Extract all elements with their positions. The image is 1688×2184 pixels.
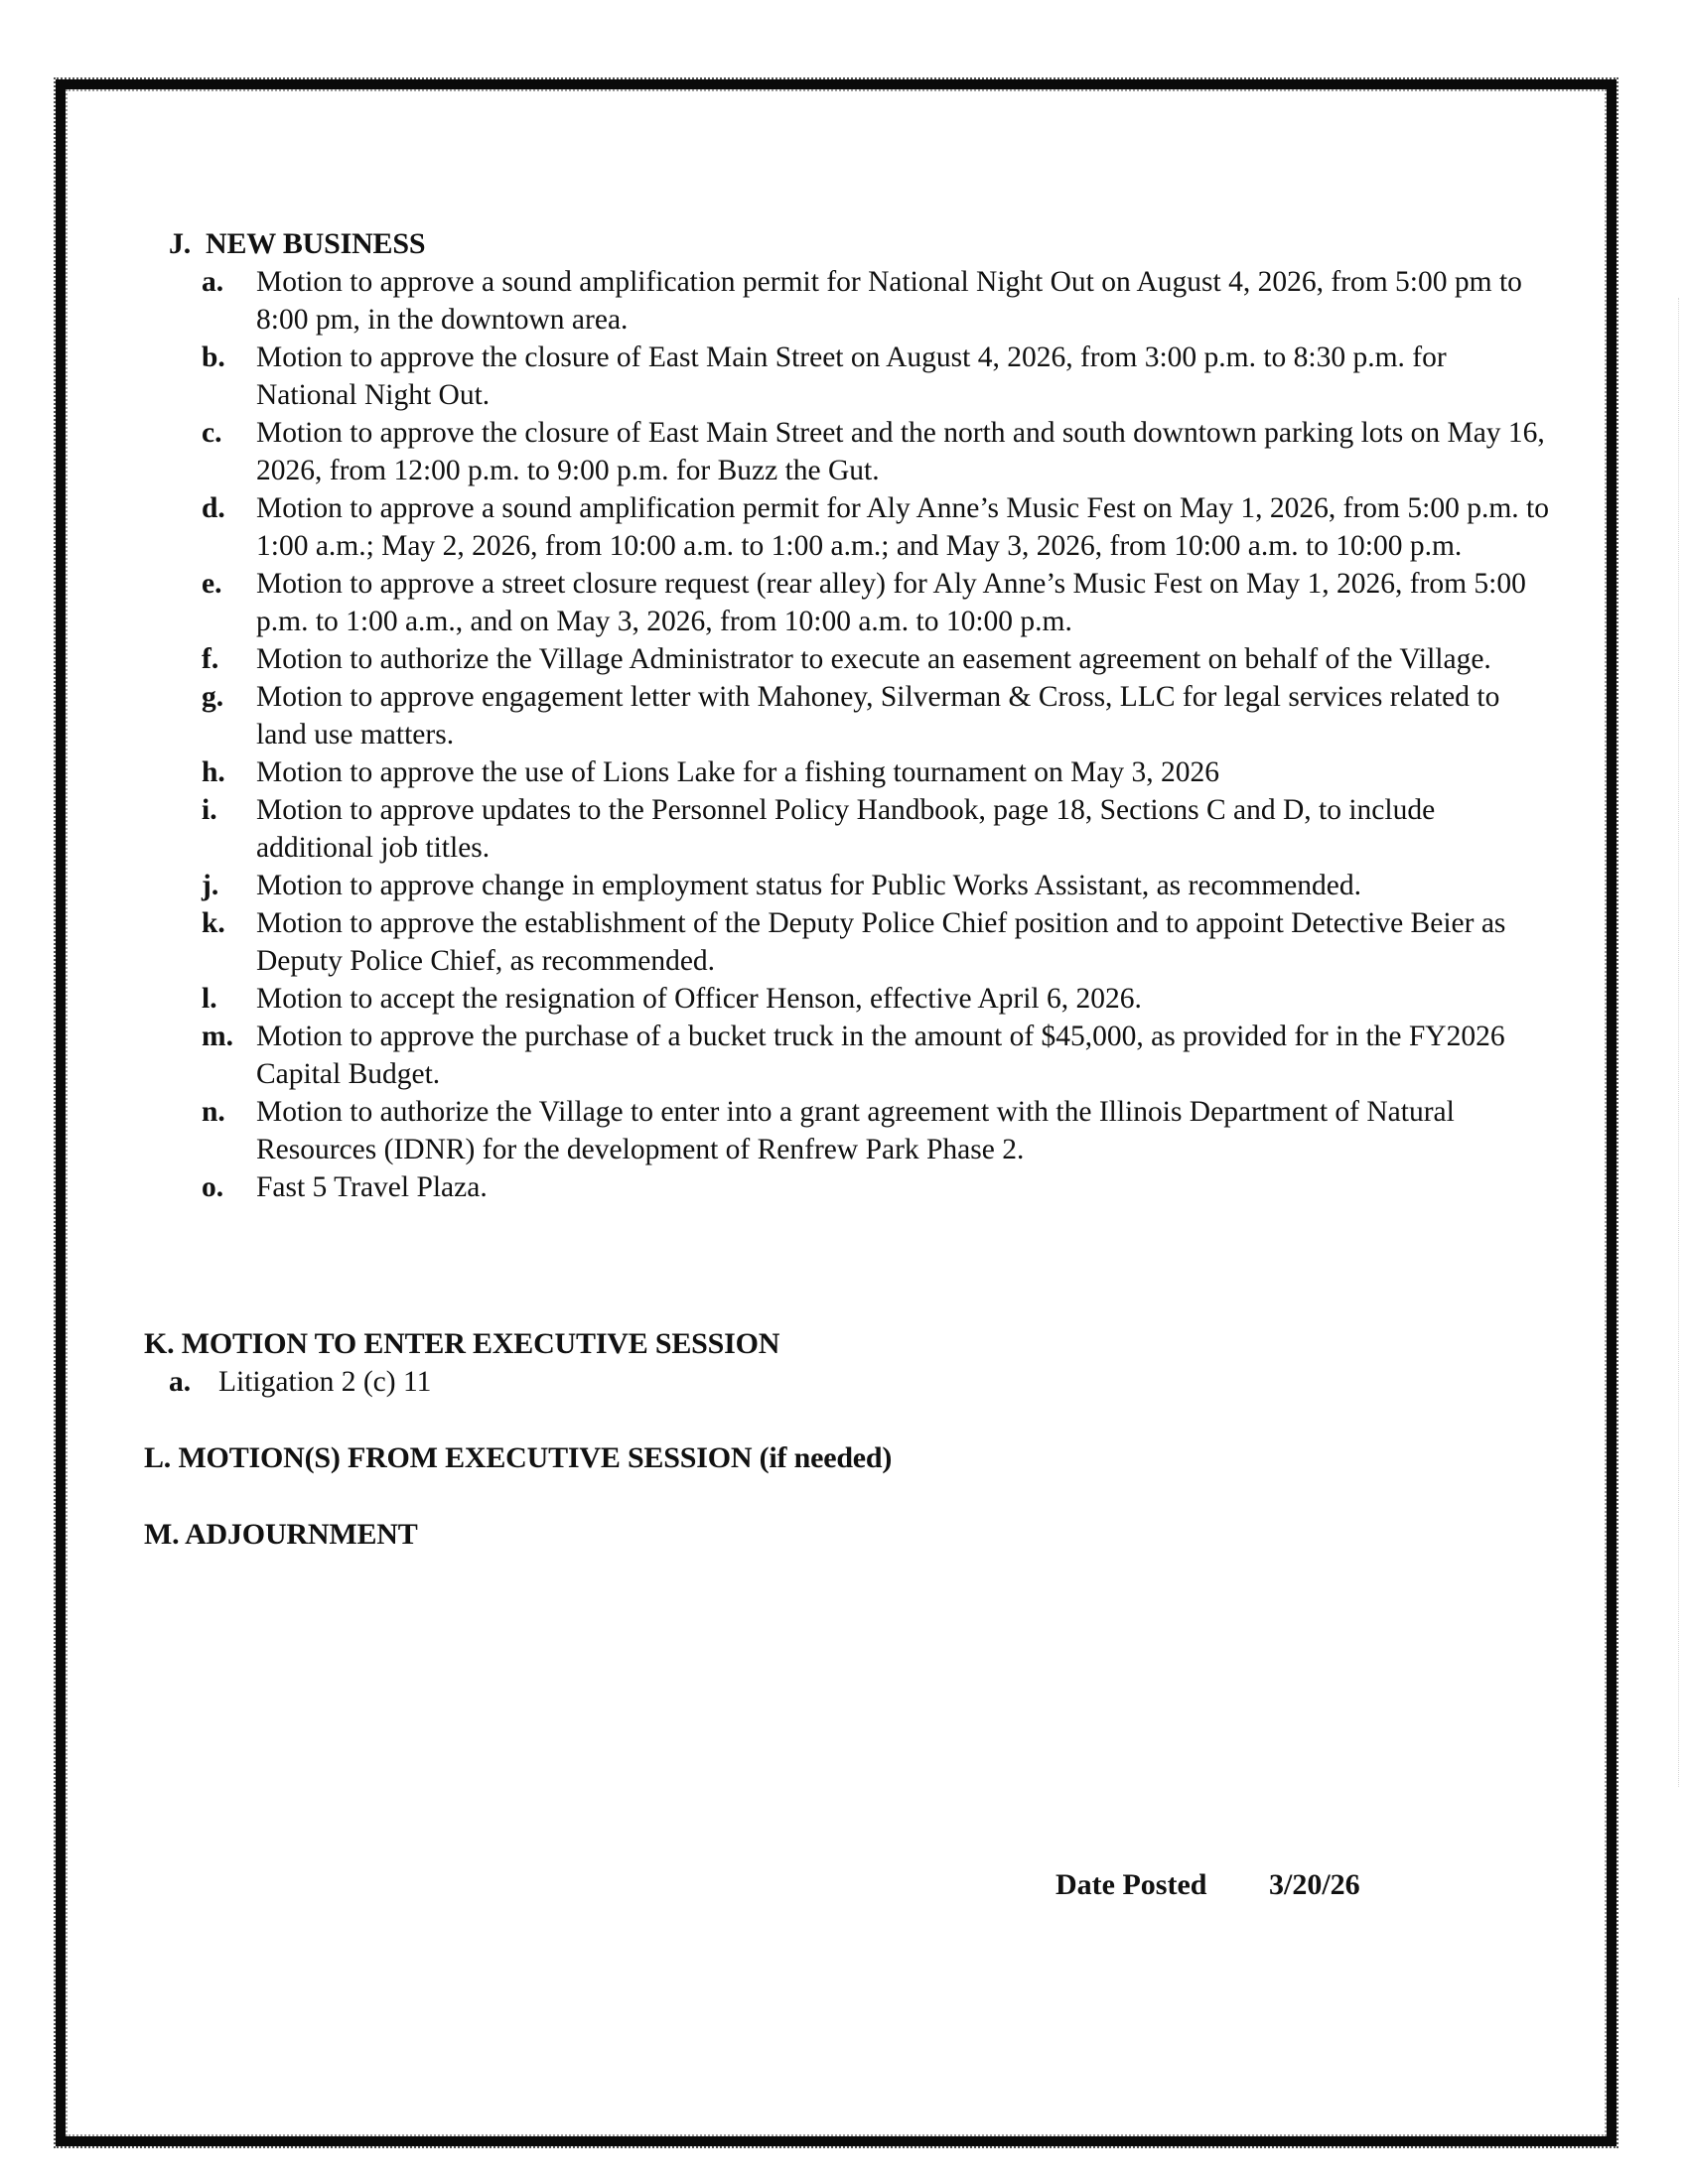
item-marker: a. — [202, 266, 224, 298]
item-text: Motion to authorize the Village to enter into a grant agreement with the Illinois Department of Natural Resources (IDNR) for the development of Renfrew Park Phase 2. — [256, 1096, 1455, 1165]
section-motions-from-executive-session — [0, 1439, 1688, 1477]
item-marker: c. — [202, 417, 222, 449]
section-letter: K. — [144, 1327, 175, 1360]
item-text: Motion to authorize the Village Administrator to execute an easement agreement on behalf of the Village. — [256, 643, 1491, 675]
item-marker: f. — [202, 643, 219, 675]
agenda-item — [202, 339, 1552, 414]
item-marker: a. — [169, 1366, 192, 1398]
section-heading — [0, 225, 1688, 263]
item-marker: e. — [202, 568, 222, 600]
item-marker: i. — [202, 794, 217, 826]
agenda-item — [169, 1363, 1162, 1401]
agenda-item — [202, 1018, 1552, 1093]
item-marker: d. — [202, 492, 225, 524]
agenda-item — [202, 980, 1552, 1018]
agenda-item — [202, 678, 1552, 753]
date-posted-label: Date Posted — [1055, 1868, 1207, 1901]
new-business-list — [202, 263, 1552, 1206]
item-text: Litigation 2 (c) 11 — [218, 1366, 432, 1398]
item-marker: b. — [202, 341, 225, 373]
section-title: ADJOURNMENT — [185, 1518, 418, 1551]
item-text: Motion to approve the closure of East Main Street on August 4, 2026, from 3:00 p.m. to 8:30 p.m. for National Night Out. — [256, 341, 1447, 411]
agenda-item — [202, 867, 1552, 904]
section-letter: J. — [169, 227, 192, 260]
section-letter: M. — [144, 1518, 180, 1551]
item-marker: j. — [202, 870, 219, 901]
date-posted — [1055, 1866, 1360, 1904]
agenda-item — [202, 414, 1552, 489]
item-marker: n. — [202, 1096, 225, 1128]
item-text: Motion to approve a sound amplification permit for Aly Anne’s Music Fest on May 1, 2026, from 5:00 p.m. to 1:00 a.m.; May 2, 2026, from 10:00 a.m. to 1:00 a.m.; and May 3, 2026, from 10:00 a.m. to 10:00 p.m. — [256, 492, 1549, 562]
agenda-item — [202, 1168, 1552, 1206]
section-title: MOTION TO ENTER EXECUTIVE SESSION — [181, 1327, 780, 1360]
section-heading — [0, 1325, 1688, 1363]
agenda-item — [202, 640, 1552, 678]
item-marker: h. — [202, 756, 225, 788]
section-letter: L. — [144, 1441, 172, 1474]
item-text: Fast 5 Travel Plaza. — [256, 1171, 488, 1203]
item-text: Motion to approve the purchase of a bucket truck in the amount of $45,000, as provided for in the FY2026 Capital Budget. — [256, 1021, 1505, 1090]
item-text: Motion to approve the closure of East Main Street and the north and south downtown parking lots on May 16, 2026, from 12:00 p.m. to 9:00 p.m. for Buzz the Gut. — [256, 417, 1545, 486]
section-executive-session — [0, 1325, 1688, 1401]
section-heading — [0, 1439, 1688, 1477]
item-text: Motion to accept the resignation of Officer Henson, effective April 6, 2026. — [256, 983, 1142, 1015]
executive-session-list — [169, 1363, 1162, 1401]
item-text: Motion to approve a sound amplification permit for National Night Out on August 4, 2026, from 5:00 pm to 8:00 pm, in the downtown area. — [256, 266, 1522, 336]
section-title: NEW BUSINESS — [206, 227, 426, 260]
agenda-item — [202, 791, 1552, 867]
item-marker: o. — [202, 1171, 224, 1203]
item-marker: g. — [202, 681, 224, 713]
item-marker: m. — [202, 1021, 233, 1052]
section-adjournment — [0, 1516, 1688, 1554]
agenda-item — [202, 753, 1552, 791]
item-text: Motion to approve updates to the Personnel Policy Handbook, page 18, Sections C and D, to include additional job titles. — [256, 794, 1436, 864]
item-text: Motion to approve a street closure request (rear alley) for Aly Anne’s Music Fest on May 1, 2026, from 5:00 p.m. to 1:00 a.m., and on May 3, 2026, from 10:00 a.m. to 10:00 p.m. — [256, 568, 1526, 637]
section-heading — [0, 1516, 1688, 1554]
item-marker: l. — [202, 983, 217, 1015]
item-text: Motion to approve the establishment of the Deputy Police Chief position and to appoint Detective Beier as Deputy Police Chief, as recommended. — [256, 907, 1506, 977]
section-title: MOTION(S) FROM EXECUTIVE SESSION (if needed) — [178, 1441, 893, 1474]
item-text: Motion to approve engagement letter with Mahoney, Silverman & Cross, LLC for legal services related to land use matters. — [256, 681, 1500, 751]
agenda-item — [202, 263, 1552, 339]
agenda-item — [202, 904, 1552, 980]
item-text: Motion to approve the use of Lions Lake for a fishing tournament on May 3, 2026 — [256, 756, 1220, 788]
date-posted-value: 3/20/26 — [1269, 1868, 1360, 1901]
item-marker: k. — [202, 907, 225, 939]
agenda-item — [202, 565, 1552, 640]
agenda-item — [202, 489, 1552, 565]
item-text: Motion to approve change in employment status for Public Works Assistant, as recommended. — [256, 870, 1361, 901]
section-new-business — [0, 225, 1688, 1206]
agenda-item — [202, 1093, 1552, 1168]
